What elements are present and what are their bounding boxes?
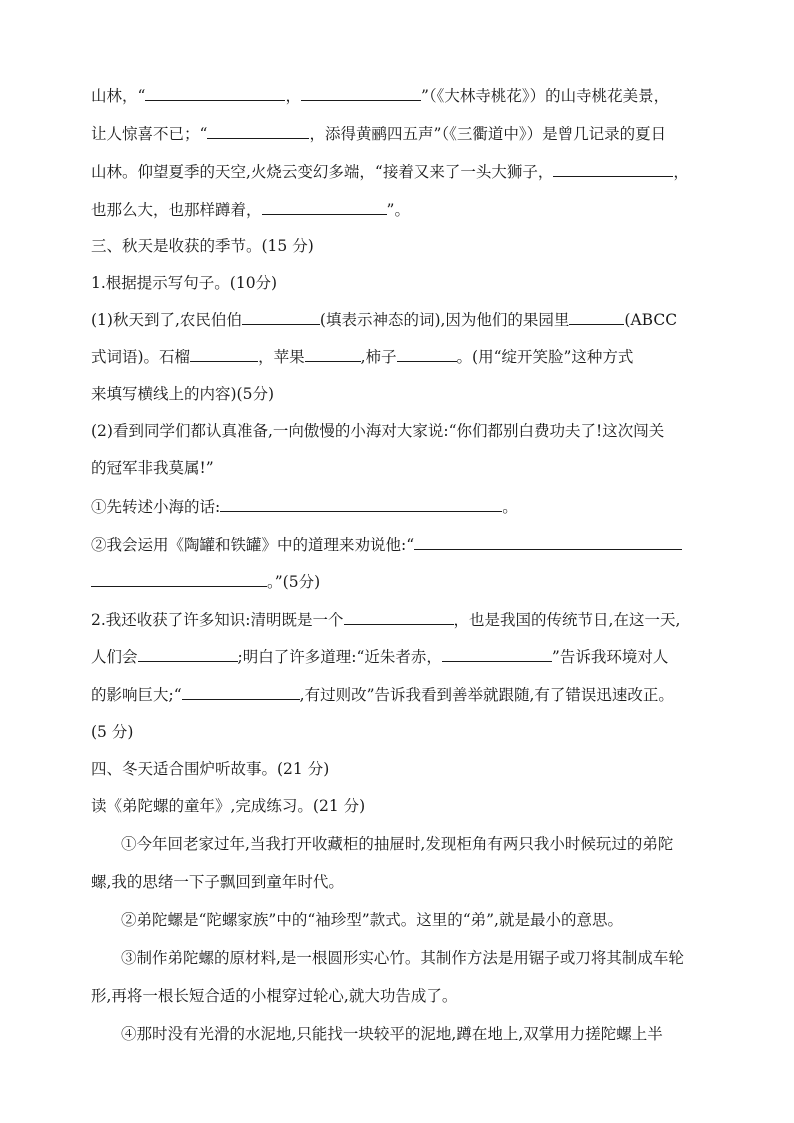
passage-line bbox=[91, 86, 669, 106]
question-title: 1.根据提示写句子。(10分) bbox=[91, 274, 278, 292]
text: ,柿子 bbox=[360, 348, 397, 366]
text: ②我会运用《陶罐和铁罐》中的道理来劝说他:“ bbox=[91, 536, 415, 554]
question-line: (2)看到同学们都认真准备,一向傲慢的小海对大家说:“你们都别白费功夫了!这次闯关 bbox=[91, 422, 665, 440]
text: 让人惊喜不已；“ bbox=[91, 125, 208, 143]
answer-blank[interactable] bbox=[190, 347, 258, 362]
answer-blank[interactable] bbox=[397, 347, 457, 362]
text: 式词语)。石榴 bbox=[91, 348, 191, 366]
passage-line: ②弟陀螺是“陀螺家族”中的“袖珍型”款式。这里的“弟”,就是最小的意思。 bbox=[121, 911, 623, 929]
text: 。 bbox=[502, 498, 518, 516]
text: 山林，“ bbox=[91, 87, 146, 105]
answer-blank[interactable] bbox=[305, 347, 361, 362]
answer-blank[interactable] bbox=[442, 647, 552, 662]
answer-blank[interactable] bbox=[262, 200, 387, 215]
answer-blank[interactable] bbox=[91, 572, 267, 587]
text: (ABCC bbox=[624, 311, 678, 329]
answer-blank[interactable] bbox=[207, 124, 309, 139]
text: (填表示神态的词),因为他们的果园里 bbox=[319, 311, 570, 329]
question-line: (5 分) bbox=[91, 723, 134, 741]
answer-blank[interactable] bbox=[414, 535, 682, 550]
question-line bbox=[91, 497, 518, 517]
question-line bbox=[91, 610, 680, 630]
text: ”（《大林寺桃花》）的山寺桃花美景， bbox=[420, 87, 670, 105]
question-line bbox=[91, 685, 674, 705]
answer-blank[interactable] bbox=[553, 162, 673, 177]
text: ,有过则改”告诉我看到善举就跟随,有了错误迅速改正。 bbox=[299, 686, 674, 704]
question-line bbox=[91, 535, 682, 555]
question-line: 来填写横线上的内容)(5分) bbox=[91, 385, 275, 403]
text: 山林。仰望夏季的天空,火烧云变幻多端，“接着又来了一头大狮子， bbox=[91, 163, 554, 181]
answer-blank[interactable] bbox=[145, 86, 285, 101]
question-line bbox=[91, 647, 668, 667]
text: 的影响巨大;“ bbox=[91, 686, 182, 704]
section-heading: 四、冬天适合围炉听故事。(21 分) bbox=[91, 760, 330, 778]
passage-line bbox=[91, 124, 666, 144]
answer-blank[interactable] bbox=[182, 685, 300, 700]
text: ”。 bbox=[386, 201, 410, 219]
text: ，也是我国的传统节日,在这一天, bbox=[453, 611, 681, 629]
passage-line: ①今年回老家过年,当我打开收藏柜的抽屉时,发现柜角有两只我小时候玩过的弟陀 bbox=[121, 835, 674, 853]
text: 人们会 bbox=[91, 648, 138, 666]
answer-blank[interactable] bbox=[220, 497, 502, 512]
answer-blank[interactable] bbox=[138, 647, 238, 662]
answer-blank[interactable] bbox=[344, 610, 454, 625]
text: ，苹果 bbox=[258, 348, 305, 366]
text: 。(用“绽开笑脸”这种方式 bbox=[456, 348, 634, 366]
answer-blank[interactable] bbox=[301, 86, 421, 101]
passage-line: 螺,我的思绪一下子飘回到童年时代。 bbox=[91, 873, 344, 891]
passage-line bbox=[91, 162, 689, 182]
answer-blank[interactable] bbox=[242, 310, 320, 325]
question-title: 读《弟陀螺的童年》,完成练习。(21 分) bbox=[91, 797, 366, 815]
passage-line bbox=[91, 200, 410, 220]
question-line: 的冠军非我莫属!” bbox=[91, 459, 214, 477]
text: 也那么大，也那样蹲着， bbox=[91, 201, 262, 219]
text: 。”(5分) bbox=[267, 573, 321, 591]
text: ，添得黄鹂四五声”（《三衢道中》）是曾几记录的夏日 bbox=[309, 125, 667, 143]
text: 2.我还收获了许多知识:清明既是一个 bbox=[91, 611, 344, 629]
text: ①先转述小海的话: bbox=[91, 498, 221, 516]
passage-line: ④那时没有光滑的水泥地,只能找一块较平的泥地,蹲在地上,双掌用力搓陀螺上半 bbox=[121, 1025, 663, 1043]
question-line bbox=[91, 572, 320, 592]
text: ;明白了许多道理:“近朱者赤， bbox=[237, 648, 442, 666]
passage-line: 形,再将一根长短合适的小棍穿过轮心,就大功告成了。 bbox=[91, 987, 458, 1005]
section-heading: 三、秋天是收获的季节。(15 分) bbox=[91, 237, 314, 255]
question-line bbox=[91, 347, 633, 367]
text: ”告诉我环境对人 bbox=[551, 648, 669, 666]
text: ， bbox=[673, 163, 689, 181]
question-line bbox=[91, 310, 677, 330]
text: (1)秋天到了,农民伯伯 bbox=[91, 311, 242, 329]
passage-line: ③制作弟陀螺的原材料,是一根圆形实心竹。其制作方法是用锯子或刀将其制成车轮 bbox=[121, 949, 684, 967]
answer-blank[interactable] bbox=[569, 310, 624, 325]
text: ， bbox=[285, 87, 301, 105]
